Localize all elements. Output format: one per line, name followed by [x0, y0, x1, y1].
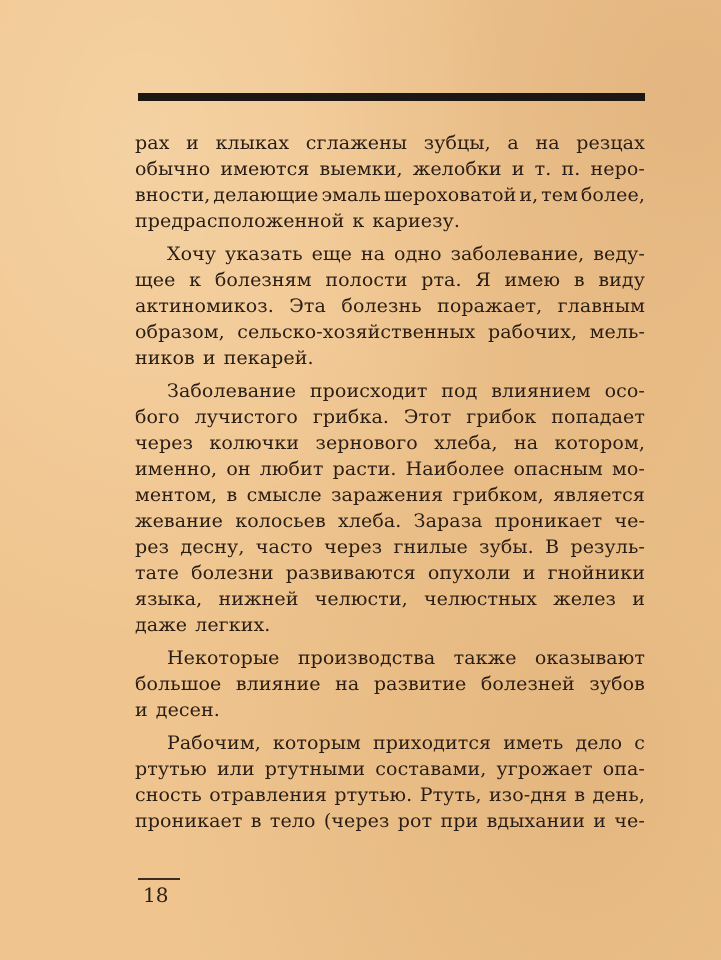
- header-rule: [138, 93, 645, 101]
- text-line: бого лучистого грибка. Этот грибок попадает: [135, 406, 645, 428]
- text-line: языка, нижней челюсти, челюстных желез и: [135, 588, 645, 610]
- footer-rule: [138, 878, 180, 880]
- text-line: ртутью или ртутными составами, угрожает опа-: [135, 758, 645, 780]
- paragraph: [135, 241, 645, 371]
- paragraph: [135, 378, 645, 638]
- text-line: большое влияние на развитие болезней зубов: [135, 673, 645, 695]
- text-line: даже легких.: [135, 614, 271, 636]
- paragraph: [135, 645, 645, 723]
- text-line: обычно имеются выемки, желобки и т. п. неро-: [135, 158, 645, 180]
- text-line: образом, сельско-хозяйственных рабочих, мель-: [135, 321, 645, 343]
- text-line: ментом, в смысле заражения грибком, является: [135, 484, 645, 506]
- text-line: сность отравления ртутью. Ртуть, изо-дня в день,: [135, 784, 645, 806]
- text-line: Рабочим, которым приходится иметь дело с: [167, 732, 645, 754]
- text-line: вности, делающие эмаль шероховатой и, тем более,: [135, 184, 645, 206]
- text-line: ников и пекарей.: [135, 347, 314, 369]
- text-line: проникает в тело (через рот при вдыхании и че-: [135, 810, 645, 832]
- text-line: Некоторые производства также оказывают: [167, 647, 645, 669]
- text-line: через колючки зернового хлеба, на котором,: [135, 432, 645, 454]
- page-number: 18: [143, 883, 169, 907]
- text-line: предрасположенной к кариезу.: [135, 210, 461, 232]
- text-line: Заболевание происходит под влиянием осо-: [167, 380, 645, 402]
- text-line: рах и клыках сглажены зубцы, а на резцах: [135, 132, 645, 154]
- text-line: и десен.: [135, 699, 220, 721]
- text-line: жевание колосьев хлеба. Зараза проникает че-: [135, 510, 645, 532]
- text-line: рез десну, часто через гнилые зубы. В резуль-: [135, 536, 645, 558]
- text-line: Хочу указать еще на одно заболевание, веду-: [167, 243, 645, 265]
- paragraph: [135, 730, 645, 834]
- text-line: актиномикоз. Эта болезнь поражает, главным: [135, 295, 645, 317]
- text-line: щее к болезням полости рта. Я имею в виду: [135, 269, 645, 291]
- paragraph: [135, 130, 645, 234]
- text-line: именно, он любит расти. Наиболее опасным мо-: [135, 458, 645, 480]
- body-text: [135, 130, 645, 834]
- text-line: тате болезни развиваются опухоли и гнойники: [135, 562, 645, 584]
